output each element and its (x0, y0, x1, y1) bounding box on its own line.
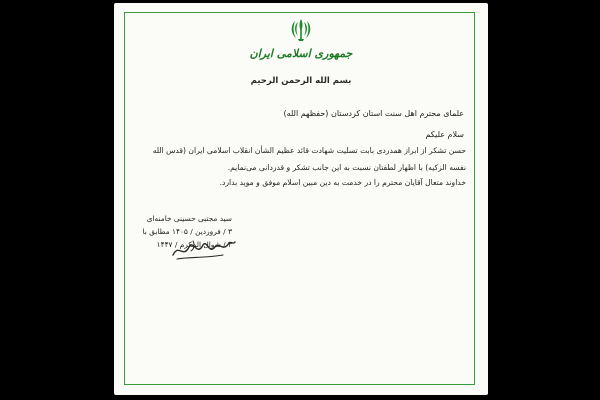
government-title: جمهوری اسلامی ایران (249, 47, 353, 60)
solar-date: ۳ / فروردین / ۱۴۰۵ مطابق با (142, 227, 232, 236)
iran-emblem-icon (290, 17, 312, 45)
body-line-3: خداوند متعال آقایان محترم را در خدمت به دین مبین اسلام موفق و موید بدارد. (219, 178, 466, 187)
body-line-1: حسن تشکر از ابراز همدردی بابت تسلیت شهادت قائد عظیم الشأن انقلاب اسلامی ایران (قدس الله (152, 146, 466, 155)
green-border-frame (124, 12, 475, 385)
body-line-2: نفسه الزکیه) با اظهار لطفتان نسبت به این جانب تشکر و قدردانی می‌نمایم. (227, 163, 466, 172)
addressee-line: علمای محترم اهل سنت استان کردستان (حفظهم الله) (283, 109, 464, 118)
basmala: بسم الله الرحمن الرحیم (250, 76, 352, 86)
handwritten-signature-icon (169, 233, 239, 263)
lunar-date: ۴ / شوال المکرم / ۱۴۴۷ (156, 240, 232, 249)
greeting-line: سلام علیکم (425, 130, 464, 139)
signer-name: سید مجتبی حسینی خامنه‌ای (146, 214, 232, 223)
letter-page (114, 3, 488, 395)
